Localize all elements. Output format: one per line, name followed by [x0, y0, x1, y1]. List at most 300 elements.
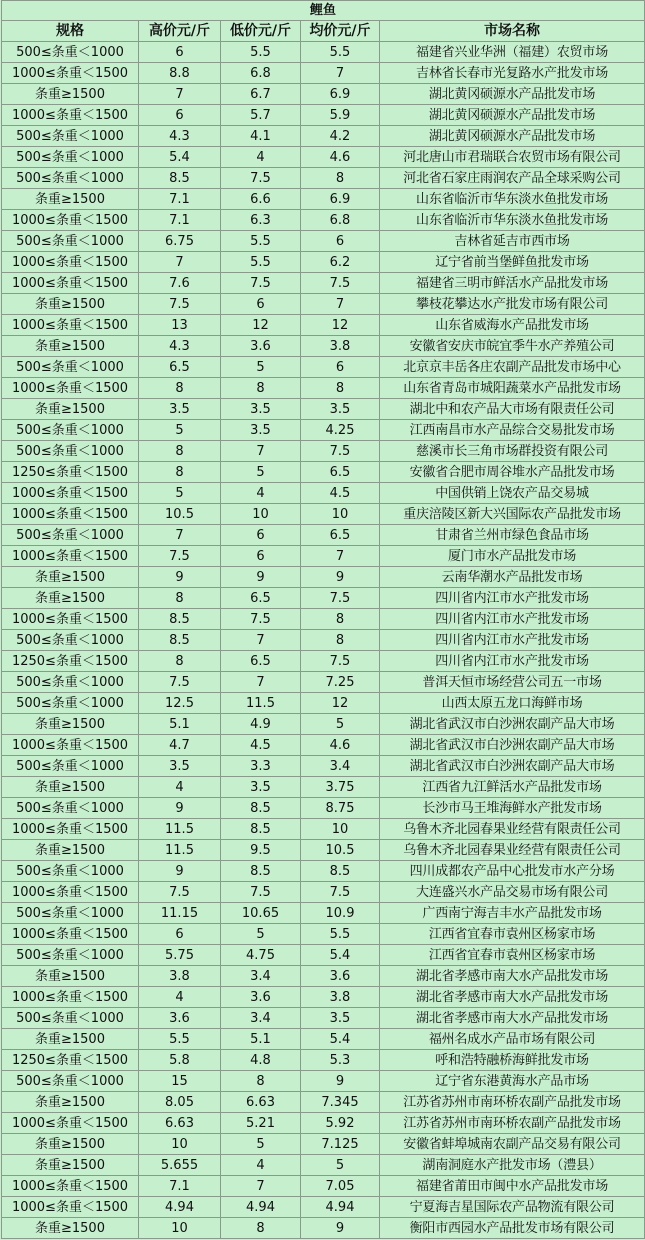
cell-spec: 1000≤条重＜1500 — [2, 546, 139, 567]
cell-market-name: 湖北省孝感市南大水产品批发市场 — [380, 1008, 645, 1029]
table-row — [2, 441, 645, 462]
table-row — [2, 357, 645, 378]
table-row — [2, 210, 645, 231]
cell-spec: 1000≤条重＜1500 — [2, 1176, 139, 1197]
cell-low-price: 7 — [221, 1176, 301, 1197]
table-row — [2, 777, 645, 798]
table-row — [2, 966, 645, 987]
table-row — [2, 42, 645, 63]
cell-low-price: 4 — [221, 147, 301, 168]
cell-market-name: 辽宁省前当堡鲜鱼批发市场 — [380, 252, 645, 273]
cell-low-price: 4.1 — [221, 126, 301, 147]
table-title: 鲤鱼 — [2, 1, 645, 21]
table-row — [2, 126, 645, 147]
cell-avg-price: 7.5 — [301, 273, 380, 294]
cell-spec: 500≤条重＜1000 — [2, 168, 139, 189]
cell-low-price: 4 — [221, 483, 301, 504]
cell-market-name: 湖北省孝感市南大水产品批发市场 — [380, 987, 645, 1008]
table-row — [2, 525, 645, 546]
table-row — [2, 819, 645, 840]
cell-low-price: 6 — [221, 546, 301, 567]
cell-low-price: 3.6 — [221, 987, 301, 1008]
cell-high-price: 12.5 — [139, 693, 221, 714]
cell-avg-price: 10 — [301, 819, 380, 840]
cell-spec: 500≤条重＜1000 — [2, 1071, 139, 1092]
cell-market-name: 大连盛兴水产品交易市场有限公司 — [380, 882, 645, 903]
table-row — [2, 168, 645, 189]
table-row — [2, 504, 645, 525]
cell-low-price: 7.5 — [221, 609, 301, 630]
cell-avg-price: 7 — [301, 294, 380, 315]
cell-low-price: 7 — [221, 672, 301, 693]
cell-low-price: 8.5 — [221, 819, 301, 840]
cell-spec: 1000≤条重＜1500 — [2, 735, 139, 756]
cell-spec: 1000≤条重＜1500 — [2, 315, 139, 336]
table-row — [2, 630, 645, 651]
cell-avg-price: 7.5 — [301, 882, 380, 903]
cell-avg-price: 3.8 — [301, 336, 380, 357]
cell-avg-price: 6.2 — [301, 252, 380, 273]
cell-avg-price: 6.5 — [301, 525, 380, 546]
header-avg-price: 均价元/斤 — [301, 21, 380, 42]
cell-high-price: 7 — [139, 252, 221, 273]
cell-low-price: 11.5 — [221, 693, 301, 714]
table-row — [2, 189, 645, 210]
cell-low-price: 5.1 — [221, 1029, 301, 1050]
cell-high-price: 6.5 — [139, 357, 221, 378]
cell-low-price: 5.5 — [221, 252, 301, 273]
cell-market-name: 江西南昌市水产品综合交易批发市场 — [380, 420, 645, 441]
cell-low-price: 5.7 — [221, 105, 301, 126]
cell-market-name: 湖北黄冈硕源水产品批发市场 — [380, 126, 645, 147]
cell-low-price: 7.5 — [221, 882, 301, 903]
cell-avg-price: 7.345 — [301, 1092, 380, 1113]
table-row — [2, 1092, 645, 1113]
cell-avg-price: 3.75 — [301, 777, 380, 798]
cell-spec: 500≤条重＜1000 — [2, 42, 139, 63]
cell-market-name: 北京京丰岳各庄农副产品批发市场中心 — [380, 357, 645, 378]
table-row — [2, 1113, 645, 1134]
cell-avg-price: 5 — [301, 714, 380, 735]
table-row — [2, 105, 645, 126]
cell-low-price: 7 — [221, 441, 301, 462]
cell-high-price: 4.7 — [139, 735, 221, 756]
cell-market-name: 江西省九江鲜活水产品批发市场 — [380, 777, 645, 798]
table-row — [2, 588, 645, 609]
cell-spec: 1000≤条重＜1500 — [2, 105, 139, 126]
cell-avg-price: 8 — [301, 168, 380, 189]
cell-avg-price: 6.5 — [301, 462, 380, 483]
cell-market-name: 安徽省蚌埠城南农副产品交易有限公司 — [380, 1134, 645, 1155]
header-high-price: 高价元/斤 — [139, 21, 221, 42]
cell-high-price: 4 — [139, 987, 221, 1008]
cell-spec: 条重≥1500 — [2, 336, 139, 357]
cell-market-name: 四川省内江市水产批发市场 — [380, 588, 645, 609]
cell-high-price: 15 — [139, 1071, 221, 1092]
cell-high-price: 5 — [139, 420, 221, 441]
cell-low-price: 8.5 — [221, 798, 301, 819]
cell-market-name: 普洱天恒市场经营公司五一市场 — [380, 672, 645, 693]
cell-low-price: 5 — [221, 357, 301, 378]
cell-low-price: 6.7 — [221, 84, 301, 105]
cell-spec: 500≤条重＜1000 — [2, 420, 139, 441]
cell-avg-price: 3.8 — [301, 987, 380, 1008]
cell-spec: 条重≥1500 — [2, 1029, 139, 1050]
table-row — [2, 735, 645, 756]
cell-avg-price: 4.25 — [301, 420, 380, 441]
cell-market-name: 湖南洞庭水产批发市场（澧县） — [380, 1155, 645, 1176]
cell-low-price: 4.5 — [221, 735, 301, 756]
cell-avg-price: 9 — [301, 1071, 380, 1092]
cell-spec: 1000≤条重＜1500 — [2, 1113, 139, 1134]
cell-spec: 条重≥1500 — [2, 567, 139, 588]
cell-market-name: 山东省临沂市华东淡水鱼批发市场 — [380, 189, 645, 210]
cell-market-name: 安徽省合肥市周谷堆水产品批发市场 — [380, 462, 645, 483]
cell-low-price: 9.5 — [221, 840, 301, 861]
cell-high-price: 7.6 — [139, 273, 221, 294]
cell-market-name: 中国供销上饶农产品交易城 — [380, 483, 645, 504]
cell-low-price: 7.5 — [221, 168, 301, 189]
cell-low-price: 5.5 — [221, 231, 301, 252]
cell-market-name: 呼和浩特融桥海鲜批发市场 — [380, 1050, 645, 1071]
cell-avg-price: 6.8 — [301, 210, 380, 231]
cell-high-price: 3.5 — [139, 399, 221, 420]
table-row — [2, 693, 645, 714]
cell-avg-price: 7 — [301, 63, 380, 84]
cell-low-price: 3.5 — [221, 420, 301, 441]
cell-market-name: 河北省石家庄雨润农产品全球采购公司 — [380, 168, 645, 189]
table-row — [2, 294, 645, 315]
cell-high-price: 9 — [139, 861, 221, 882]
cell-spec: 1000≤条重＜1500 — [2, 504, 139, 525]
cell-market-name: 湖北省武汉市白沙洲农副产品大市场 — [380, 735, 645, 756]
cell-avg-price: 7.125 — [301, 1134, 380, 1155]
cell-spec: 条重≥1500 — [2, 966, 139, 987]
cell-market-name: 四川省内江市水产批发市场 — [380, 630, 645, 651]
cell-market-name: 四川成都农产品中心批发市水产分场 — [380, 861, 645, 882]
cell-avg-price: 7.25 — [301, 672, 380, 693]
cell-spec: 1000≤条重＜1500 — [2, 882, 139, 903]
table-row — [2, 861, 645, 882]
cell-high-price: 5.8 — [139, 1050, 221, 1071]
cell-market-name: 湖北省武汉市白沙洲农副产品大市场 — [380, 714, 645, 735]
cell-spec: 条重≥1500 — [2, 1134, 139, 1155]
cell-avg-price: 10.5 — [301, 840, 380, 861]
cell-market-name: 山东省临沂市华东淡水鱼批发市场 — [380, 210, 645, 231]
cell-spec: 1000≤条重＜1500 — [2, 378, 139, 399]
cell-low-price: 4.75 — [221, 945, 301, 966]
cell-spec: 条重≥1500 — [2, 84, 139, 105]
cell-avg-price: 6 — [301, 231, 380, 252]
cell-avg-price: 5.4 — [301, 1029, 380, 1050]
table-row — [2, 546, 645, 567]
cell-high-price: 8 — [139, 462, 221, 483]
cell-spec: 500≤条重＜1000 — [2, 231, 139, 252]
cell-spec: 条重≥1500 — [2, 588, 139, 609]
table-row — [2, 609, 645, 630]
cell-spec: 500≤条重＜1000 — [2, 525, 139, 546]
cell-spec: 1000≤条重＜1500 — [2, 252, 139, 273]
cell-avg-price: 8.5 — [301, 861, 380, 882]
table-row — [2, 336, 645, 357]
table-row — [2, 63, 645, 84]
cell-high-price: 5.75 — [139, 945, 221, 966]
price-table — [1, 0, 645, 1239]
cell-low-price: 4.94 — [221, 1197, 301, 1218]
table-row — [2, 1050, 645, 1071]
cell-avg-price: 6.9 — [301, 84, 380, 105]
cell-market-name: 云南华潮水产品批发市场 — [380, 567, 645, 588]
cell-market-name: 安徽省安庆市皖宜季牛水产养殖公司 — [380, 336, 645, 357]
cell-high-price: 6 — [139, 105, 221, 126]
cell-market-name: 衡阳市西园水产品批发市场有限公司 — [380, 1218, 645, 1239]
table-row — [2, 672, 645, 693]
cell-high-price: 8.5 — [139, 609, 221, 630]
cell-low-price: 10.65 — [221, 903, 301, 924]
cell-low-price: 3.4 — [221, 1008, 301, 1029]
cell-spec: 条重≥1500 — [2, 840, 139, 861]
cell-high-price: 7 — [139, 84, 221, 105]
cell-high-price: 7 — [139, 525, 221, 546]
cell-spec: 1000≤条重＜1500 — [2, 819, 139, 840]
table-row — [2, 651, 645, 672]
cell-spec: 1000≤条重＜1500 — [2, 609, 139, 630]
cell-low-price: 5 — [221, 462, 301, 483]
cell-spec: 条重≥1500 — [2, 1218, 139, 1239]
table-row — [2, 1218, 645, 1239]
table-row — [2, 756, 645, 777]
table-row — [2, 945, 645, 966]
cell-high-price: 11.5 — [139, 840, 221, 861]
cell-low-price: 5 — [221, 924, 301, 945]
cell-high-price: 6.75 — [139, 231, 221, 252]
cell-high-price: 8.5 — [139, 168, 221, 189]
cell-spec: 500≤条重＜1000 — [2, 756, 139, 777]
cell-spec: 500≤条重＜1000 — [2, 357, 139, 378]
cell-spec: 条重≥1500 — [2, 1092, 139, 1113]
cell-avg-price: 6.9 — [301, 189, 380, 210]
cell-low-price: 3.5 — [221, 777, 301, 798]
cell-spec: 条重≥1500 — [2, 189, 139, 210]
cell-high-price: 10 — [139, 1134, 221, 1155]
cell-avg-price: 5.92 — [301, 1113, 380, 1134]
cell-market-name: 福建省莆田市闽中水产品批发市场 — [380, 1176, 645, 1197]
table-row — [2, 378, 645, 399]
cell-avg-price: 4.6 — [301, 735, 380, 756]
cell-high-price: 4 — [139, 777, 221, 798]
cell-market-name: 吉林省长春市光复路水产批发市场 — [380, 63, 645, 84]
cell-market-name: 湖北省武汉市白沙洲农副产品大市场 — [380, 756, 645, 777]
table-row — [2, 462, 645, 483]
cell-high-price: 7.1 — [139, 210, 221, 231]
cell-high-price: 5.1 — [139, 714, 221, 735]
cell-high-price: 6 — [139, 42, 221, 63]
cell-avg-price: 5.3 — [301, 1050, 380, 1071]
table-row — [2, 882, 645, 903]
cell-market-name: 四川省内江市水产批发市场 — [380, 651, 645, 672]
cell-avg-price: 10 — [301, 504, 380, 525]
cell-spec: 条重≥1500 — [2, 777, 139, 798]
cell-spec: 条重≥1500 — [2, 1155, 139, 1176]
cell-market-name: 乌鲁木齐北园春果业经营有限责任公司 — [380, 840, 645, 861]
table-row — [2, 903, 645, 924]
cell-market-name: 广西南宁海吉丰水产品批发市场 — [380, 903, 645, 924]
cell-market-name: 湖北黄冈硕源水产品批发市场 — [380, 84, 645, 105]
cell-low-price: 6.8 — [221, 63, 301, 84]
cell-avg-price: 3.6 — [301, 966, 380, 987]
cell-spec: 1000≤条重＜1500 — [2, 210, 139, 231]
cell-low-price: 6 — [221, 525, 301, 546]
cell-avg-price: 12 — [301, 315, 380, 336]
cell-low-price: 6.63 — [221, 1092, 301, 1113]
cell-high-price: 4.3 — [139, 126, 221, 147]
cell-spec: 1250≤条重＜1500 — [2, 651, 139, 672]
cell-market-name: 福建省兴业华洲（福建）农贸市场 — [380, 42, 645, 63]
cell-avg-price: 4.2 — [301, 126, 380, 147]
cell-spec: 1250≤条重＜1500 — [2, 462, 139, 483]
cell-high-price: 7.5 — [139, 882, 221, 903]
cell-high-price: 8.8 — [139, 63, 221, 84]
cell-avg-price: 5 — [301, 1155, 380, 1176]
cell-avg-price: 12 — [301, 693, 380, 714]
cell-avg-price: 4.6 — [301, 147, 380, 168]
cell-market-name: 慈溪市长三角市场群投资有限公司 — [380, 441, 645, 462]
cell-spec: 1250≤条重＜1500 — [2, 1050, 139, 1071]
cell-high-price: 13 — [139, 315, 221, 336]
cell-spec: 500≤条重＜1000 — [2, 126, 139, 147]
cell-high-price: 8.05 — [139, 1092, 221, 1113]
cell-avg-price: 5.5 — [301, 42, 380, 63]
cell-high-price: 8 — [139, 651, 221, 672]
table-row — [2, 714, 645, 735]
cell-high-price: 7.5 — [139, 546, 221, 567]
cell-market-name: 甘肃省兰州市绿色食品市场 — [380, 525, 645, 546]
cell-low-price: 3.6 — [221, 336, 301, 357]
cell-high-price: 3.8 — [139, 966, 221, 987]
cell-high-price: 6 — [139, 924, 221, 945]
cell-high-price: 9 — [139, 798, 221, 819]
cell-avg-price: 8.75 — [301, 798, 380, 819]
cell-high-price: 5.4 — [139, 147, 221, 168]
cell-avg-price: 3.4 — [301, 756, 380, 777]
cell-avg-price: 10.9 — [301, 903, 380, 924]
cell-market-name: 四川省内江市水产批发市场 — [380, 609, 645, 630]
table-row — [2, 147, 645, 168]
cell-spec: 1000≤条重＜1500 — [2, 63, 139, 84]
table-row — [2, 567, 645, 588]
cell-market-name: 宁夏海吉星国际农产品物流有限公司 — [380, 1197, 645, 1218]
table-row — [2, 1029, 645, 1050]
cell-low-price: 5.21 — [221, 1113, 301, 1134]
cell-high-price: 7.5 — [139, 294, 221, 315]
cell-spec: 500≤条重＜1000 — [2, 1008, 139, 1029]
cell-low-price: 6.3 — [221, 210, 301, 231]
cell-low-price: 4.9 — [221, 714, 301, 735]
cell-high-price: 11.5 — [139, 819, 221, 840]
cell-low-price: 9 — [221, 567, 301, 588]
cell-low-price: 7.5 — [221, 273, 301, 294]
cell-high-price: 8 — [139, 378, 221, 399]
table-row — [2, 987, 645, 1008]
table-row — [2, 483, 645, 504]
cell-high-price: 5 — [139, 483, 221, 504]
cell-avg-price: 3.5 — [301, 399, 380, 420]
cell-spec: 1000≤条重＜1500 — [2, 987, 139, 1008]
table-row — [2, 1071, 645, 1092]
cell-market-name: 河北唐山市君瑞联合农贸市场有限公司 — [380, 147, 645, 168]
cell-high-price: 10.5 — [139, 504, 221, 525]
cell-spec: 500≤条重＜1000 — [2, 903, 139, 924]
cell-avg-price: 7.05 — [301, 1176, 380, 1197]
cell-avg-price: 9 — [301, 1218, 380, 1239]
table-row — [2, 273, 645, 294]
table-row — [2, 1008, 645, 1029]
table-row — [2, 1197, 645, 1218]
cell-high-price: 5.5 — [139, 1029, 221, 1050]
cell-spec: 1000≤条重＜1500 — [2, 924, 139, 945]
cell-low-price: 5 — [221, 1134, 301, 1155]
cell-high-price: 4.3 — [139, 336, 221, 357]
cell-low-price: 12 — [221, 315, 301, 336]
cell-market-name: 福州名成水产品市场有限公司 — [380, 1029, 645, 1050]
cell-high-price: 7.1 — [139, 1176, 221, 1197]
cell-market-name: 江苏省苏州市南环桥农副产品批发市场 — [380, 1113, 645, 1134]
cell-avg-price: 9 — [301, 567, 380, 588]
table-row — [2, 399, 645, 420]
cell-avg-price: 8 — [301, 630, 380, 651]
cell-high-price: 8 — [139, 588, 221, 609]
cell-high-price: 10 — [139, 1218, 221, 1239]
cell-spec: 500≤条重＜1000 — [2, 693, 139, 714]
cell-avg-price: 5.9 — [301, 105, 380, 126]
cell-high-price: 3.5 — [139, 756, 221, 777]
table-body — [2, 42, 645, 1239]
header-market-name: 市场名称 — [380, 21, 645, 42]
cell-high-price: 7.5 — [139, 672, 221, 693]
cell-spec: 500≤条重＜1000 — [2, 672, 139, 693]
cell-low-price: 5.5 — [221, 42, 301, 63]
cell-spec: 条重≥1500 — [2, 399, 139, 420]
cell-market-name: 辽宁省东港黄海水产品市场 — [380, 1071, 645, 1092]
cell-high-price: 6.63 — [139, 1113, 221, 1134]
cell-low-price: 6.5 — [221, 651, 301, 672]
cell-low-price: 4 — [221, 1155, 301, 1176]
cell-low-price: 6.6 — [221, 189, 301, 210]
cell-market-name: 山东省威海水产品批发市场 — [380, 315, 645, 336]
cell-low-price: 4.8 — [221, 1050, 301, 1071]
cell-high-price: 7.1 — [139, 189, 221, 210]
cell-market-name: 重庆涪陵区新大兴国际农产品批发市场 — [380, 504, 645, 525]
cell-avg-price: 5.4 — [301, 945, 380, 966]
table-row — [2, 420, 645, 441]
cell-high-price: 9 — [139, 567, 221, 588]
table-row — [2, 231, 645, 252]
cell-market-name: 江苏省苏州市南环桥农副产品批发市场 — [380, 1092, 645, 1113]
table-row — [2, 924, 645, 945]
cell-market-name: 福建省三明市鲜活水产品批发市场 — [380, 273, 645, 294]
cell-low-price: 6.5 — [221, 588, 301, 609]
cell-avg-price: 4.5 — [301, 483, 380, 504]
cell-avg-price: 7.5 — [301, 651, 380, 672]
cell-avg-price: 6 — [301, 357, 380, 378]
cell-market-name: 吉林省延吉市西市场 — [380, 231, 645, 252]
header-spec: 规格 — [2, 21, 139, 42]
cell-spec: 条重≥1500 — [2, 714, 139, 735]
cell-market-name: 江西省宜春市袁州区杨家市场 — [380, 945, 645, 966]
cell-high-price: 5.655 — [139, 1155, 221, 1176]
table-row — [2, 1176, 645, 1197]
cell-spec: 500≤条重＜1000 — [2, 630, 139, 651]
